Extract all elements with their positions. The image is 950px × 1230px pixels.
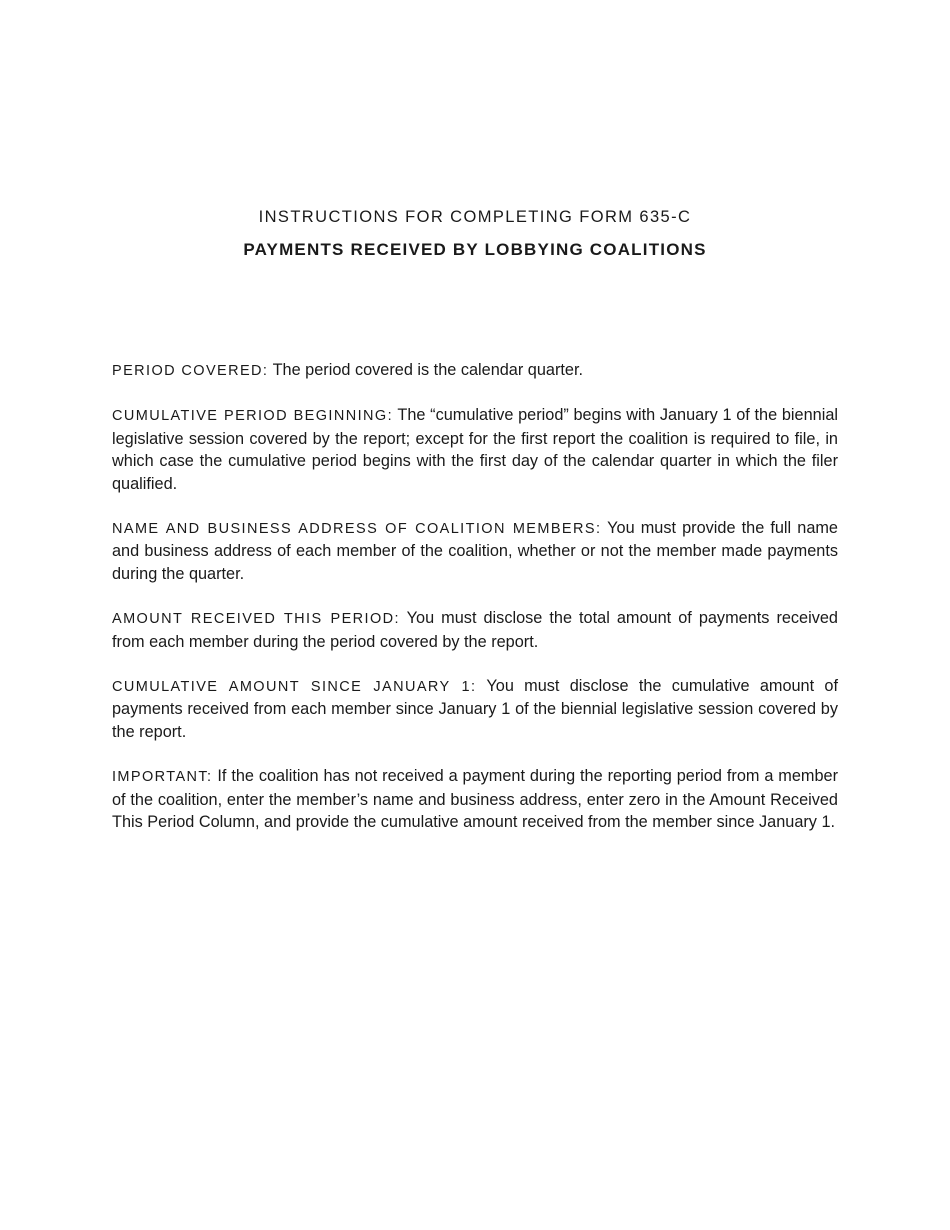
section-heading: IMPORTANT: — [112, 769, 213, 786]
section-cumulative-amount — [112, 675, 838, 743]
instructions-body — [112, 359, 838, 856]
document-subtitle: PAYMENTS RECEIVED BY LOBBYING COALITIONS — [243, 240, 707, 259]
section-heading: NAME AND BUSINESS ADDRESS OF COALITION MEMBERS: — [112, 521, 602, 538]
section-text: You must provide the full name and business address of each member of the coalition, whether or not the member made payments during the quarter. — [112, 519, 838, 583]
document-title: INSTRUCTIONS FOR COMPLETING FORM 635-C — [258, 208, 692, 226]
section-text: If the coalition has not received a payment during the reporting period from a member of the coalition, enter the member’s name and business address, enter zero in the Amount Received This Period Column, and provide the cumulative amount received from the member since January 1. — [112, 767, 838, 832]
section-text: The period covered is the calendar quarter. — [268, 361, 584, 379]
section-heading: CUMULATIVE PERIOD BEGINNING: — [112, 408, 393, 425]
section-cumulative-period-beginning — [112, 404, 838, 495]
section-text: You must disclose the total amount of payments received from each member during the period covered by the report. — [112, 609, 838, 651]
section-period-covered — [112, 359, 838, 382]
section-heading: PERIOD COVERED: — [112, 363, 269, 379]
section-heading: AMOUNT RECEIVED THIS PERIOD: — [112, 611, 400, 628]
section-text: The “cumulative period” begins with January 1 of the biennial legislative session covered by the report; except for the first report the coalition is required to file, in which case the cumulative period begins with the first day of the calendar quarter in which the filer qualified. — [112, 406, 838, 493]
section-amount-received — [112, 607, 838, 653]
section-coalition-members — [112, 517, 838, 585]
section-heading: CUMULATIVE AMOUNT SINCE JANUARY 1: — [112, 679, 477, 696]
section-text: You must disclose the cumulative amount of payments received from each member since January 1 of the biennial legislative session covered by the report. — [112, 677, 838, 741]
section-important — [112, 765, 838, 833]
